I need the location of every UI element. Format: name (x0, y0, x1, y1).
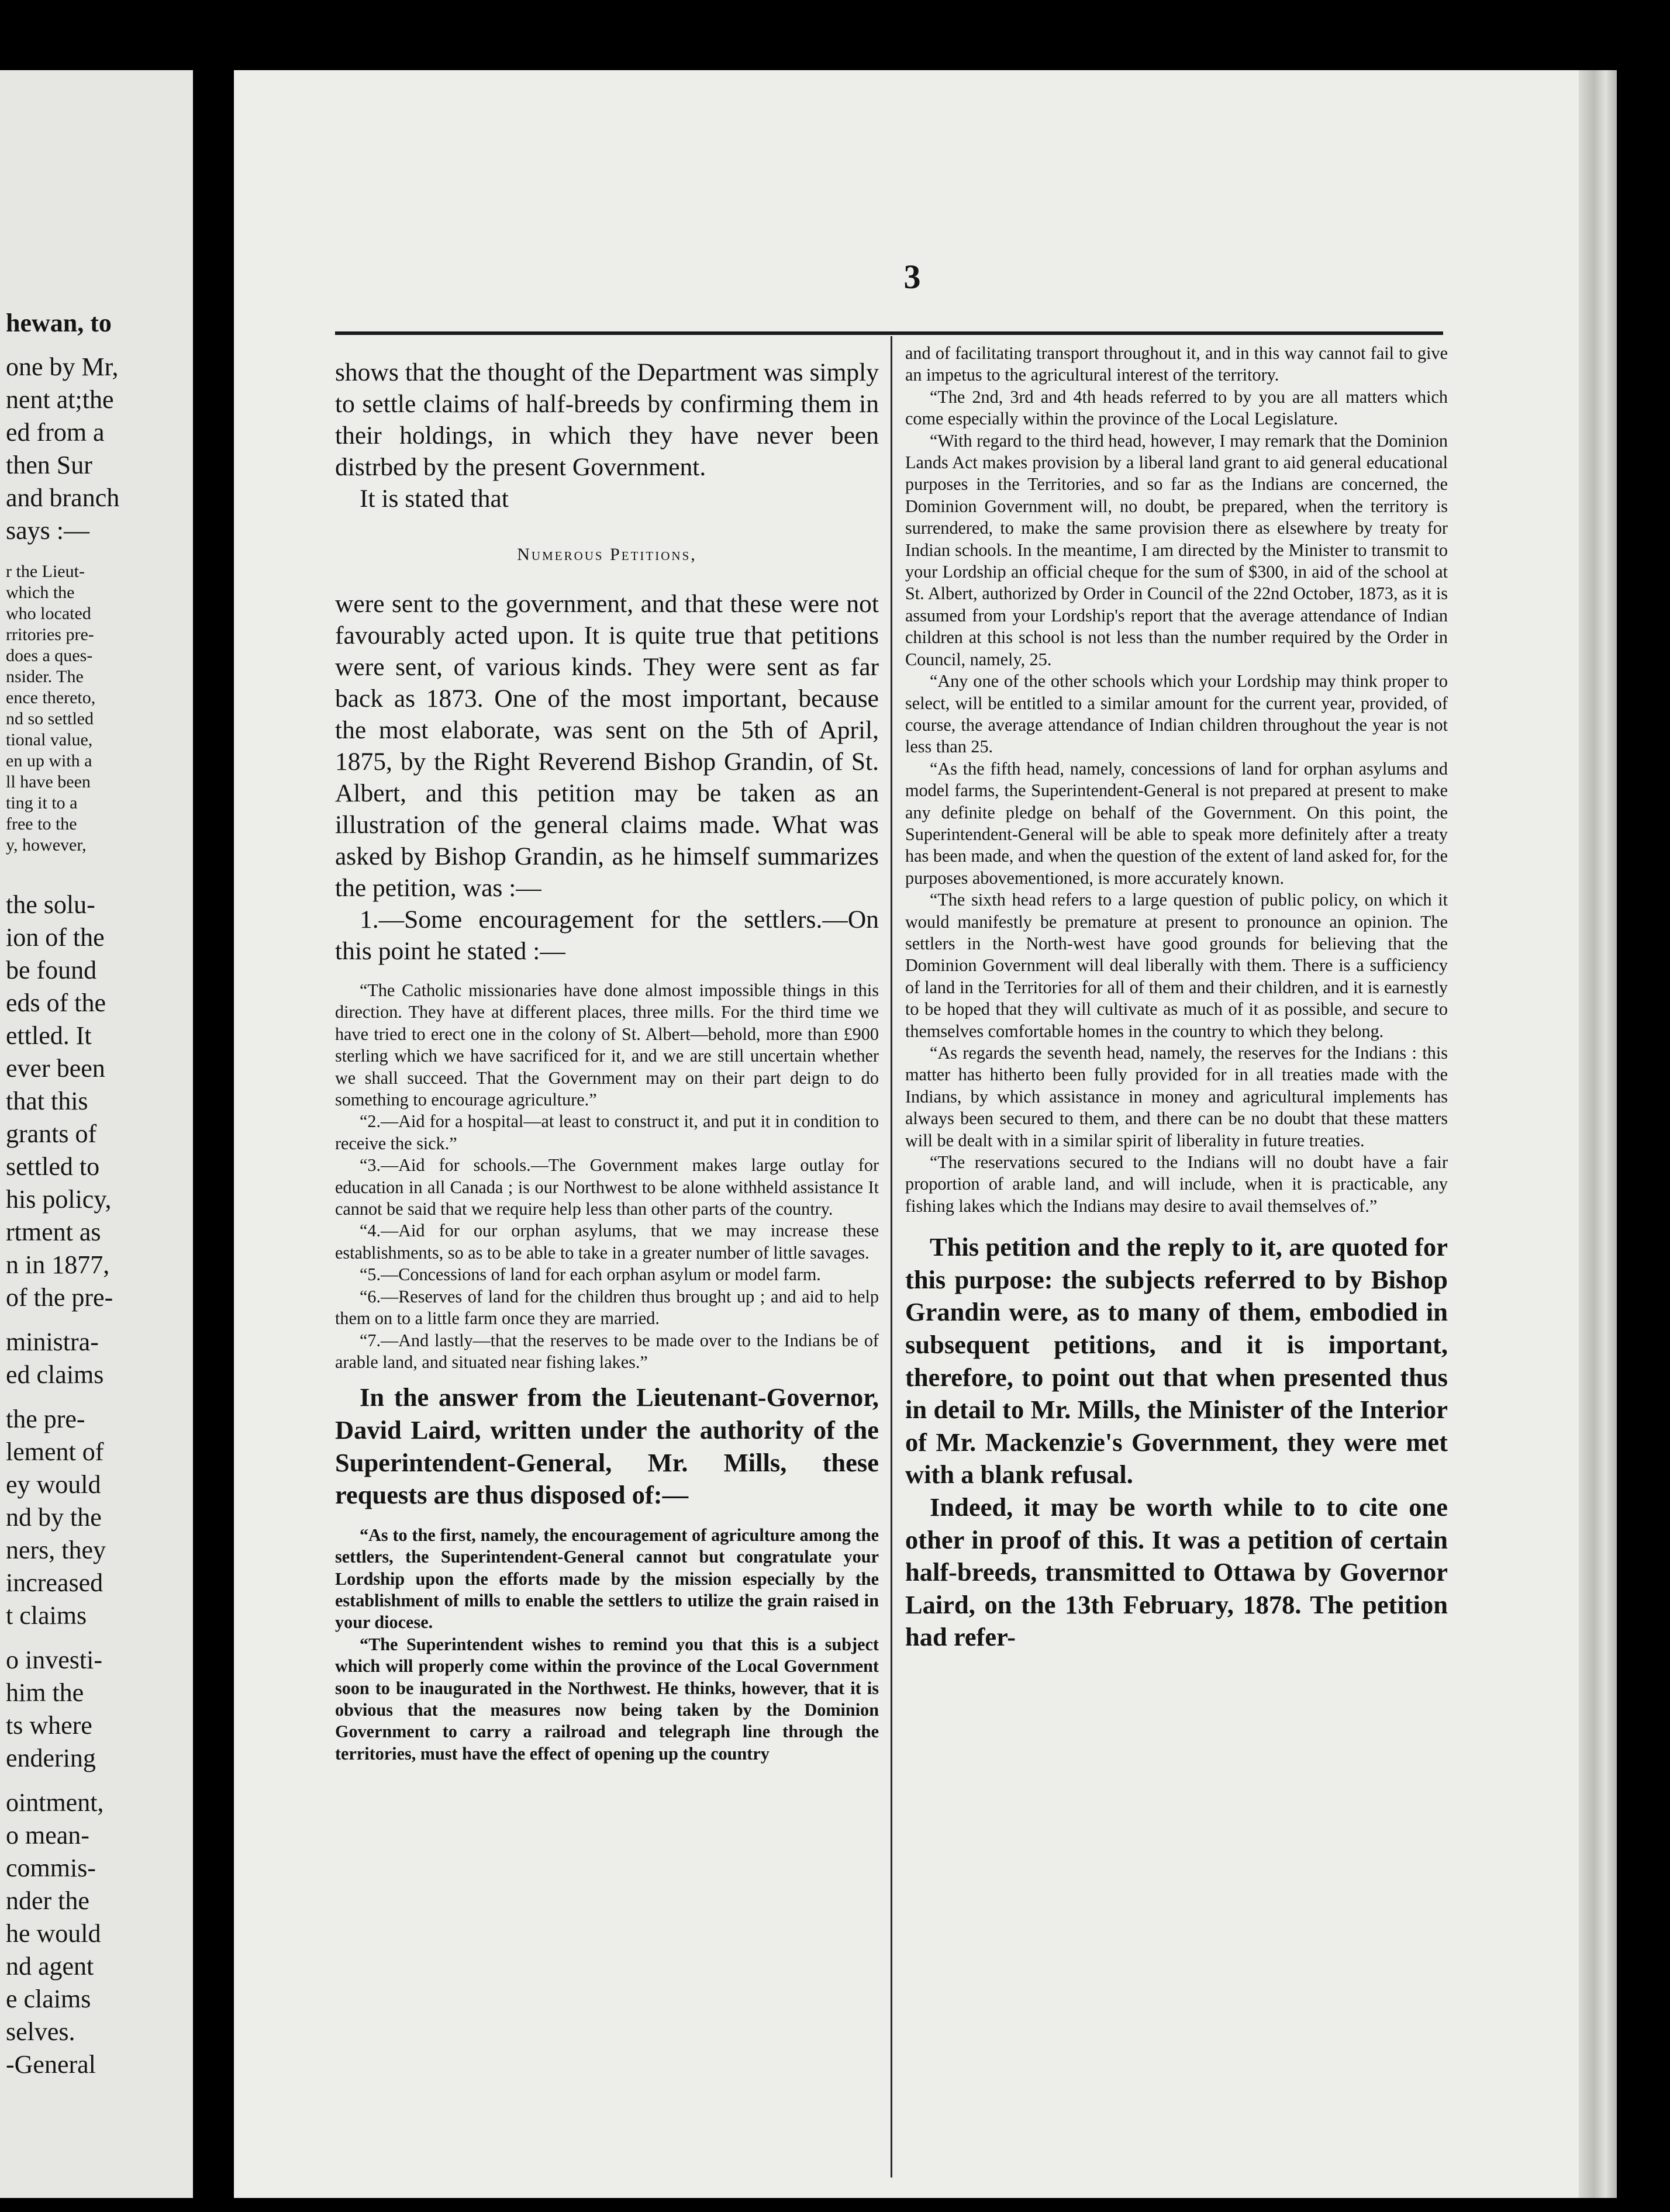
facing-page-line: e claims (6, 1985, 91, 2013)
facing-page-line: one by Mr, (6, 352, 119, 381)
facing-page-line: r the Lieut- (6, 562, 85, 581)
facing-page-line: rritories pre- (6, 625, 94, 644)
facing-page-line: en up with a (6, 751, 92, 770)
quote: “As to the first, namely, the encouragement of agriculture among the settlers, the Superintendent-General cannot but congratulate your Lordship upon the efforts made by the mission especially by the establishment of mills to enable the settlers to utilize the grain raised in your diocese. (335, 1525, 879, 1633)
facing-page-line: ence thereto, (6, 688, 96, 707)
facing-page-line: ey would (6, 1470, 101, 1499)
facing-page-line: ettled. It (6, 1021, 92, 1050)
facing-page-line: -General (6, 2050, 96, 2079)
facing-page-line: selves. (6, 2017, 75, 2046)
facing-page-line: and branch (6, 483, 120, 512)
facing-page-line: ointment, (6, 1788, 104, 1817)
facing-page-line: ed from a (6, 418, 105, 447)
facing-page-line: grants of (6, 1119, 97, 1148)
facing-page-line: says :— (6, 516, 89, 545)
quote: “With regard to the third head, however, I may remark that the Dominion Lands Act makes provision by a liberal land grant to aid general educational purposes in the Territories, and so far as the Indians are concerned, the Dominion Government will, no doubt, be prepared, when the territory is surrendered, to make the same provision there as elsewhere by treaty for Indian schools. In the meantime, I am directed by the Minister to transmit to your Lordship an official cheque for the sum of $300, in aid of the school at St. Albert, authorized by Order in Council of the 22nd October, 1873, as it is assumed from your Lordship's report that the average attendance of Indian children at this school is not less than the number required by the Order in Council, namely, 25. (905, 430, 1448, 669)
paragraph: This petition and the reply to it, are quoted for this purpose: the subjects referred to by Bishop Grandin were, as to many of them, embodied in subsequent petitions, and it is important, therefore, to point out that when presented thus in detail to Mr. Mills, the Minister of the Interior of Mr. Mackenzie's Government, they were met with a blank refusal. (905, 1232, 1448, 1489)
paragraph: 1.—Some encouragement for the settlers.—On this point he stated :— (335, 905, 879, 965)
quote: “4.—Aid for our orphan asylums, that we may increase these establishments, so as to be able to take in a greater number of little savages. (335, 1221, 879, 1263)
facing-page-line: o mean- (6, 1821, 89, 1850)
right-column (905, 343, 1448, 1654)
facing-page-line: ed claims (6, 1360, 104, 1389)
facing-page-line: him the (6, 1678, 84, 1707)
paragraph: It is stated that (360, 485, 509, 513)
facing-page-line: n in 1877, (6, 1250, 110, 1279)
facing-page-line: he would (6, 1919, 101, 1948)
quote: “The Superintendent wishes to remind you that this is a subject which will properly come within the province of the Local Government soon to be inaugurated in the Northwest. He thinks, however, that it is obvious that the measures now being taken by the Dominion Government to carry a railroad and telegraph line through the territories, must have the effect of opening up the country (335, 1634, 879, 1764)
header-rule (335, 331, 1443, 335)
paragraph: were sent to the government, and that these were not favourably acted upon. It is quite true that petitions were sent, of various kinds. They were sent as far back as 1873. One of the most important, because the most elaborate, was sent on the 5th of April, 1875, by the Right Reverend Bishop Grandin, of St. Albert, and this petition may be taken as an illustration of the general claims made. What was asked by Bishop Grandin, as he himself summarizes the petition, was :— (335, 590, 879, 902)
quote: “Any one of the other schools which your Lordship may think proper to select, will be entitled to a similar amount for the current year, provided, of course, the average attendance of Indian children throughout the year is not less than 25. (905, 671, 1448, 757)
quote: “The 2nd, 3rd and 4th heads referred to by you are all matters which come especially within the province of the Local Legislature. (905, 386, 1448, 429)
facing-page-left (0, 70, 193, 2198)
facing-page-line: nsider. The (6, 667, 84, 686)
facing-page-line: the pre- (6, 1405, 85, 1433)
quote: “6.—Reserves of land for the children thus brought up ; and aid to help them on to a little farm once they are married. (335, 1286, 879, 1329)
facing-page-line: hewan, to (6, 309, 112, 337)
column-divider (891, 336, 892, 2178)
facing-page-line: tional value, (6, 730, 93, 749)
quote: “5.—Concessions of land for each orphan asylum or model farm. (360, 1264, 821, 1285)
page-number: 3 (903, 258, 921, 296)
facing-page-line: commis- (6, 1854, 96, 1882)
facing-page-line: does a ques- (6, 646, 93, 665)
facing-page-line: t claims (6, 1601, 87, 1630)
facing-page-line: who located (6, 604, 91, 623)
facing-page-line: lement of (6, 1437, 104, 1466)
facing-page-line: that this (6, 1087, 88, 1115)
facing-page-line: o investi- (6, 1646, 102, 1674)
book-page (234, 70, 1614, 2198)
facing-page-line: ts where (6, 1711, 92, 1740)
quote: and of facilitating transport throughout it, and in this way cannot fail to give an impetus to the agricultural interest of the territory. (905, 343, 1448, 385)
facing-page-line: increased (6, 1568, 103, 1597)
facing-page-line: y, however, (6, 835, 87, 855)
quote: “The reservations secured to the Indians will no doubt have a fair proportion of arable land, and will include, when it is practicable, any fishing lakes which the Indians may desire to avail themselves of.” (905, 1152, 1448, 1216)
page-edge (1579, 70, 1617, 2198)
facing-page-line: of the pre- (6, 1283, 113, 1312)
facing-page-line: his policy, (6, 1185, 112, 1214)
facing-page-line: rtment as (6, 1218, 101, 1246)
facing-page-line: nent at;the (6, 385, 114, 414)
quote: “As regards the seventh head, namely, the reserves for the Indians : this matter has hitherto been fully provided for in all treaties made with the Indians, by which assistance in money and agricultural implements has always been secured to them, and there can be no doubt that these matters will be dealt with in a similar spirit of liberality in future treaties. (905, 1043, 1448, 1150)
facing-page-line: ion of the (6, 923, 105, 952)
facing-page-line: nder the (6, 1886, 89, 1915)
facing-page-line: free to the (6, 814, 77, 834)
quote: “The Catholic missionaries have done almost impossible things in this direction. They have at different places, three mills. For the third time we have tried to erect one in the colony of St. Albert—behold, more than £900 sterling which we have sacrificed for it, and we are still uncertain whether we shall succeed. That the Government may on their part deign to do something to encourage agriculture.” (335, 980, 879, 1110)
facing-page-line: nd agent (6, 1952, 94, 1981)
quote: “3.—Aid for schools.—The Government makes large outlay for education in all Canada ; is our Northwest to be alone withheld assistance It cannot be said that we require help less than other parts of the country. (335, 1155, 879, 1219)
quote: “2.—Aid for a hospital—at least to construct it, and put it in condition to receive the sick.” (335, 1111, 879, 1153)
facing-page-line: nd so settled (6, 709, 94, 728)
facing-page-line: ll have been (6, 772, 91, 792)
page-gutter (193, 0, 234, 2212)
facing-page-line: ners, they (6, 1536, 106, 1564)
paragraph: In the answer from the Lieutenant-Governor, David Laird, written under the authority of the Superintendent-General, Mr. Mills, these requests are thus disposed of:— (335, 1382, 879, 1510)
paragraph: Indeed, it may be worth while to to cite one other in proof of this. It was a petition of certain half-breeds, transmitted to Ottawa by Governor Laird, on the 13th February, 1878. The petition had refer- (905, 1492, 1448, 1652)
quote: “The sixth head refers to a large question of public policy, on which it would manifestly be premature at present to pronounce an opinion. The settlers in the North-west have good grounds for believing that the Dominion Government will deal liberally with them. There is a sufficiency of land in the Territories for all of them and their children, and it is earnestly to be hoped that they will cultivate as much of it as possible, and secure to themselves comfortable homes in the country to which they belong. (905, 890, 1448, 1041)
facing-page-line: ever been (6, 1054, 105, 1083)
facing-page-line: ting it to a (6, 793, 78, 813)
quote: “As the fifth head, namely, concessions of land for orphan asylums and model farms, the Superintendent-General is not prepared at present to make any definite pledge on behalf of the Government. On this point, the Superintendent-General will be able to speak more definitely after a treaty has been made, and when the question of the extent of land asked for, for the purposes abovementioned, is more accurately known. (905, 758, 1448, 888)
facing-page-line: nd by the (6, 1503, 102, 1532)
facing-page-line: eds of the (6, 989, 106, 1017)
facing-page-line: be found (6, 956, 97, 984)
facing-page-line: then Sur (6, 451, 92, 479)
facing-page-line: settled to (6, 1152, 100, 1181)
quote: “7.—And lastly—that the reserves to be made over to the Indians be of arable land, and situated near fishing lakes.” (335, 1330, 879, 1372)
facing-page-line: ministra- (6, 1328, 99, 1356)
paragraph: shows that the thought of the Department was simply to settle claims of half-breeds by confirming them in their holdings, in which they have never been distrbed by the present Government. (335, 358, 879, 481)
section-heading: Numerous Petitions, (517, 545, 697, 564)
facing-page-line: which the (6, 583, 75, 602)
left-column (335, 357, 879, 1765)
facing-page-line: endering (6, 1744, 96, 1772)
facing-page-line: the solu- (6, 890, 95, 919)
